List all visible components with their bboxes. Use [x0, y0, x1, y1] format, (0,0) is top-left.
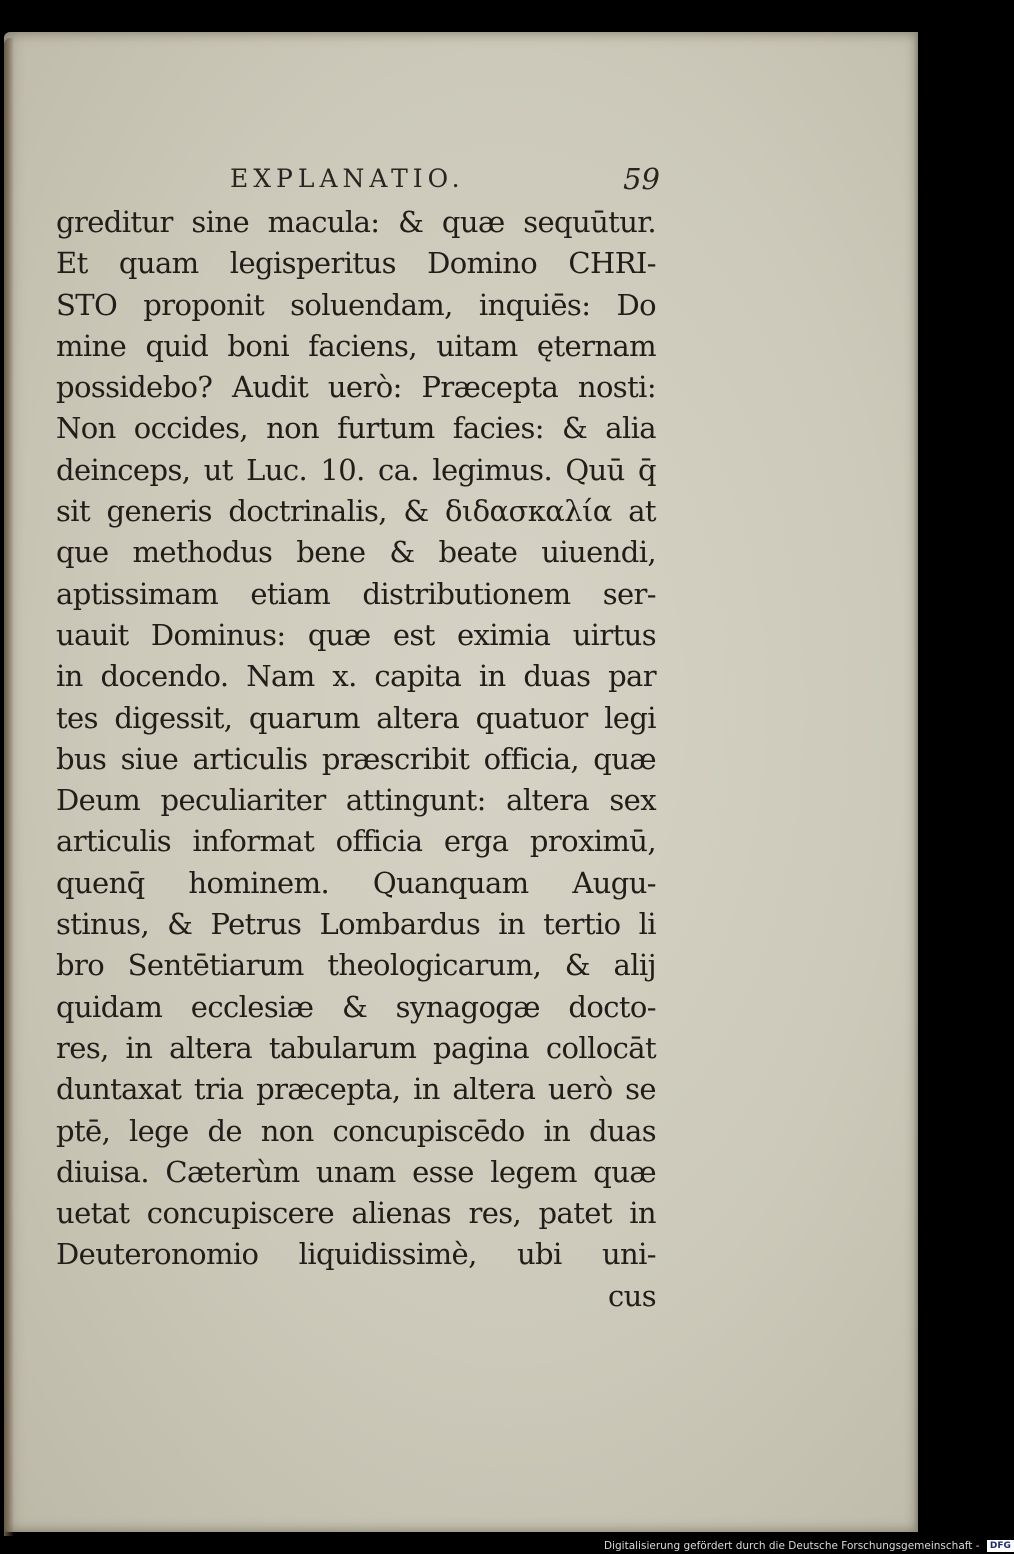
text-line: que methodus bene & beate uiuendi,: [56, 535, 656, 570]
text-line: quidam ecclesiæ & synagogæ docto-: [56, 989, 656, 1024]
footer-credit: Digitalisierung gefördert durch die Deutsche Forschungsgemeinschaft -: [604, 1540, 980, 1552]
running-title: EXPLANATIO.: [230, 164, 465, 193]
text-line: Non occides, non furtum facies: & alia: [56, 411, 656, 446]
text-line: in docendo. Nam x. capita in duas par: [56, 659, 656, 694]
dfg-logo: DFG: [987, 1540, 1014, 1552]
text-line: articulis informat officia erga proximū,: [56, 824, 656, 859]
digitization-footer: [604, 1539, 1014, 1553]
text-line: quenq̄ hominem. Quanquam Augu-: [56, 865, 656, 900]
text-line: duntaxat tria præcepta, in altera uerò se: [56, 1072, 656, 1107]
page-header: [230, 164, 660, 204]
text-line: Deum peculiariter attingunt: altera sex: [56, 783, 656, 818]
text-line: deinceps, ut Luc. 10. ca. legimus. Quū q̄: [56, 452, 656, 487]
text-line: res, in altera tabularum pagina collocāt: [56, 1030, 656, 1065]
text-line: sit generis doctrinalis, & διδασκαλία at: [56, 494, 656, 529]
text-line: ptē, lege de non concupiscēdo in duas: [56, 1113, 656, 1148]
text-line: tes digessit, quarum altera quatuor legi: [56, 700, 656, 735]
text-line: uetat concupiscere alienas res, patet in: [56, 1196, 656, 1231]
text-line: bro Sentētiarum theologicarum, & alij: [56, 948, 656, 983]
text-line: STO proponit soluendam, inquiēs: Do: [56, 287, 656, 322]
text-line: stinus, & Petrus Lombardus in tertio li: [56, 907, 656, 942]
text-line: bus siue articulis præscribit officia, quæ: [56, 741, 656, 776]
text-line: possidebo? Audit uerò: Præcepta nosti:: [56, 370, 656, 405]
page-number: 59: [623, 162, 660, 196]
body-text: [56, 202, 656, 1317]
text-line: greditur sine macula: & quæ sequūtur.: [56, 205, 656, 239]
text-line: mine quid boni faciens, uitam ęternam: [56, 328, 656, 363]
text-line: uauit Dominus: quæ est eximia uirtus: [56, 617, 656, 652]
page-gutter-shadow: [4, 38, 14, 1536]
text-line: Deuteronomio liquidissimè, ubi uni-: [56, 1237, 656, 1272]
page-fore-edge: [914, 32, 918, 1532]
text-line: aptissimam etiam distributionem ser-: [56, 576, 656, 611]
text-line: Et quam legisperitus Domino CHRI-: [56, 246, 656, 281]
text-line: diuisa. Cæterùm unam esse legem quæ: [56, 1154, 656, 1189]
book-page: [4, 32, 918, 1532]
catchword: cus: [607, 1278, 656, 1313]
